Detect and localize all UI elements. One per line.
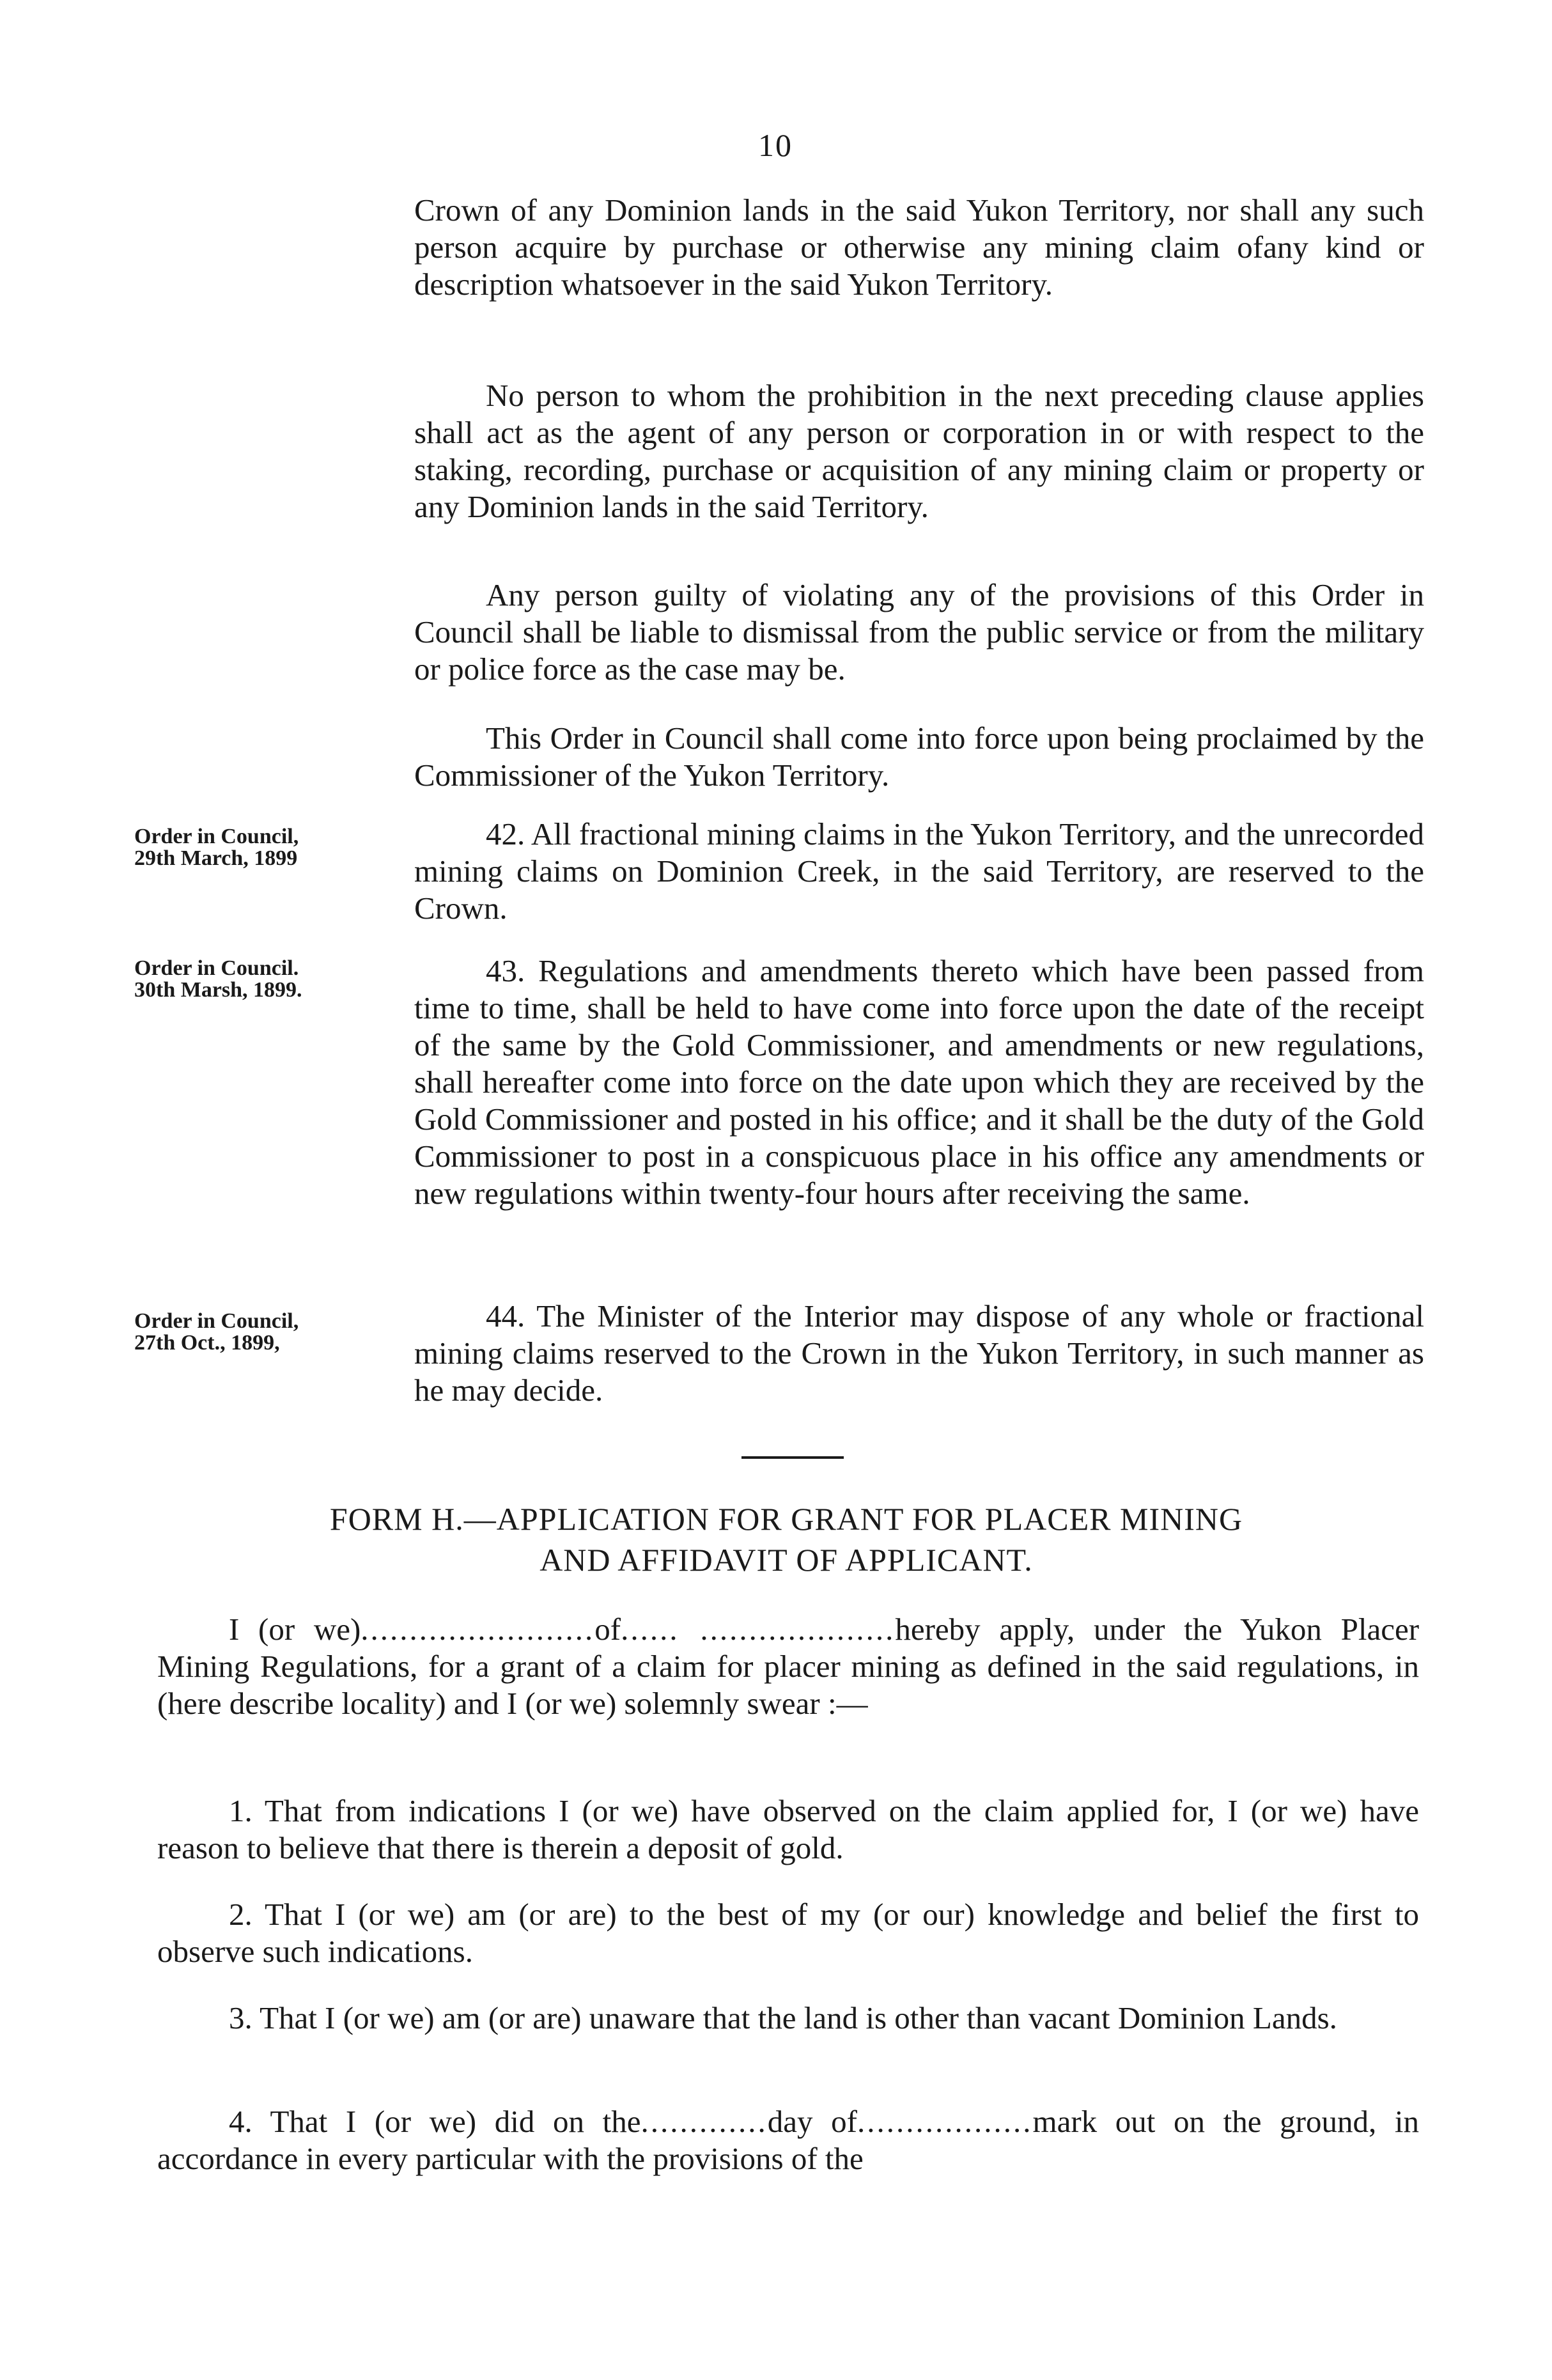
margin-note-44: [134, 1311, 364, 1354]
form-intro: I (or we)........................of...... ....................hereby apply, under the Yukon Placer Mining Regulations, for a grant of a claim for placer mining as defined in the said regulations, in (here describe locality) and I (or we) solemnly swear :—: [157, 1612, 1420, 1721]
form-item-3: 3. That I (or we) am (or are) unaware that the land is other than vacant Dominion Lands.: [229, 2000, 1337, 2035]
form-item-4: 4. That I (or we) did on the.............day of..................mark out on the ground, in accordance in every particular with the provisions of the: [157, 2104, 1419, 2176]
form-heading-line2: AND AFFIDAVIT OF APPLICANT.: [539, 1542, 1033, 1578]
margin-note-title: Order in Council,: [134, 1309, 299, 1333]
section-divider: [741, 1456, 844, 1459]
form-heading-line1: FORM H.—APPLICATION FOR GRANT FOR PLACER MINING: [329, 1501, 1243, 1537]
agent-prohibition-paragraph: No person to whom the prohibition in the next preceding clause applies shall act as the agent of any person or corporation in or with respect to the staking, recording, purchase or acquisition of any mining claim or property or any Dominion lands in the said Territory.: [414, 378, 1424, 524]
section-44: 44. The Minister of the Interior may dispose of any whole or fractional mining claims reserved to the Crown in the Yukon Territory, in such manner as he may decide.: [414, 1298, 1424, 1408]
margin-note-43: [134, 958, 364, 1001]
margin-note-date: 30th Marsh, 1899.: [134, 978, 302, 1002]
continued-paragraph: Crown of any Dominion lands in the said Yukon Territory, nor shall any such person acquire by purchase or otherwise any mining claim ofany kind or description whatsoever in the said Yukon Territory.: [414, 192, 1424, 302]
form-item-2: 2. That I (or we) am (or are) to the best of my (or our) knowledge and belief the first to observe such indications.: [157, 1897, 1419, 1969]
section-42: 42. All fractional mining claims in the Yukon Territory, and the unrecorded mining claims on Dominion Creek, in the said Territory, are reserved to the Crown.: [414, 816, 1424, 926]
form-heading: [153, 1498, 1419, 1580]
penalty-paragraph: Any person guilty of violating any of the provisions of this Order in Council shall be liable to dismissal from the public service or from the military or police force as the case may be.: [414, 577, 1424, 687]
section-43: 43. Regulations and amendments thereto which have been passed from time to time, shall be held to have come into force upon the date of the receipt of the same by the Gold Commissioner, and amendments or new regulations, shall hereafter come into force on the date upon which they are received by the Gold Commissioner and posted in his office; and it shall be the duty of the Gold Commissioner to post in a conspicuous place in his office any amendments or new regulations within twenty-four hours after receiving the same.: [414, 953, 1424, 1211]
margin-note-title: Order in Council.: [134, 956, 299, 980]
margin-note-title: Order in Council,: [134, 825, 299, 848]
commencement-paragraph: This Order in Council shall come into force upon being proclaimed by the Commissioner of the Yukon Territory.: [414, 720, 1424, 793]
margin-note-42: [134, 826, 364, 869]
margin-note-date: 27th Oct., 1899,: [134, 1331, 280, 1355]
page-number: 10: [758, 127, 793, 163]
margin-note-date: 29th March, 1899: [134, 846, 298, 870]
form-item-1: 1. That from indications I (or we) have observed on the claim applied for, I (or we) have reason to believe that there is therein a deposit of gold.: [157, 1793, 1419, 1865]
